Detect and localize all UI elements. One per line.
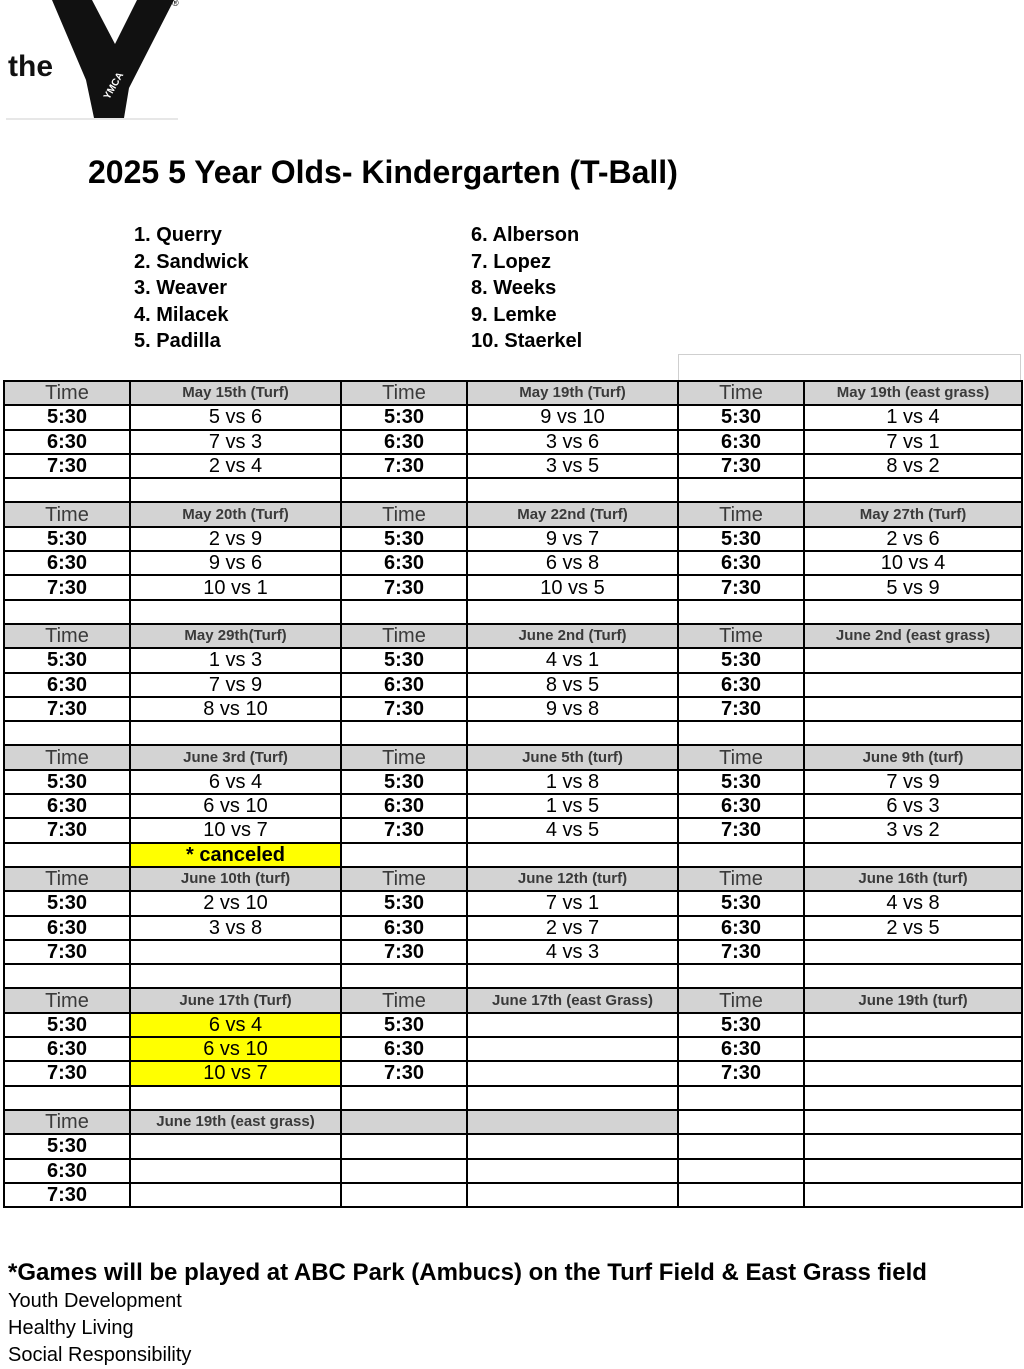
game-cell: 6 vs 8 — [467, 551, 678, 575]
spacer-row — [4, 478, 1022, 502]
game-cell: 8 vs 5 — [467, 673, 678, 697]
time-cell: 5:30 — [4, 648, 130, 672]
table-row — [4, 673, 1022, 697]
date-header: June 17th (Turf) — [130, 988, 341, 1012]
time-header: Time — [4, 502, 130, 526]
empty-cell — [467, 1159, 678, 1183]
game-cell — [467, 1013, 678, 1037]
game-cell: 10 vs 4 — [804, 551, 1022, 575]
empty-cell — [804, 1086, 1022, 1110]
team-item: 8. Weeks — [471, 277, 557, 299]
time-cell: 5:30 — [4, 1013, 130, 1037]
game-cell: 6 vs 3 — [804, 794, 1022, 818]
spacer-row — [4, 964, 1022, 988]
page-title: 2025 5 Year Olds- Kindergarten (T-Ball) — [88, 154, 678, 190]
game-cell — [130, 1134, 341, 1158]
empty-cell — [467, 478, 678, 502]
footnote: *Games will be played at ABC Park (Ambucs) on the Turf Field & East Grass field — [8, 1259, 927, 1286]
time-cell: 7:30 — [341, 575, 467, 599]
time-cell: 6:30 — [4, 673, 130, 697]
table-row — [4, 430, 1022, 454]
time-cell: 7:30 — [4, 454, 130, 478]
team-item: 7. Lopez — [471, 250, 552, 273]
time-cell: 5:30 — [341, 648, 467, 672]
empty-cell — [804, 600, 1022, 624]
empty-cell — [678, 964, 804, 988]
time-cell: 7:30 — [678, 1061, 804, 1085]
schedule-table — [3, 380, 1023, 1208]
team-item: 2. Sandwick — [134, 250, 249, 273]
game-cell — [804, 673, 1022, 697]
time-cell: 5:30 — [4, 770, 130, 794]
blank-cell — [678, 1134, 804, 1158]
table-row — [4, 940, 1022, 964]
empty-cell — [804, 964, 1022, 988]
game-cell: 10 vs 7 — [130, 818, 341, 842]
empty-cell — [341, 1134, 467, 1158]
empty-corner-box — [678, 354, 1021, 381]
time-cell: 5:30 — [4, 1134, 130, 1158]
time-cell: 5:30 — [4, 405, 130, 429]
game-cell — [804, 940, 1022, 964]
date-header: June 19th (east grass) — [130, 1110, 341, 1134]
time-header: Time — [678, 502, 804, 526]
trademark-symbol: ® — [172, 0, 179, 8]
time-cell: 7:30 — [4, 818, 130, 842]
date-header: June 17th (east Grass) — [467, 988, 678, 1012]
spacer-row — [4, 721, 1022, 745]
time-cell: 6:30 — [678, 916, 804, 940]
date-header: May 20th (Turf) — [130, 502, 341, 526]
empty-cell — [467, 1086, 678, 1110]
time-cell: 5:30 — [341, 770, 467, 794]
time-header: Time — [678, 624, 804, 648]
game-cell: 7 vs 3 — [130, 430, 341, 454]
empty-cell — [341, 964, 467, 988]
time-cell: 7:30 — [4, 575, 130, 599]
date-header: May 29th(Turf) — [130, 624, 341, 648]
schedule-header-row — [4, 1110, 1022, 1134]
time-cell: 6:30 — [341, 551, 467, 575]
team-item: 5. Padilla — [134, 330, 221, 352]
game-cell: 4 vs 1 — [467, 648, 678, 672]
game-cell — [804, 1061, 1022, 1085]
spacer-row — [4, 1086, 1022, 1110]
time-cell: 6:30 — [678, 430, 804, 454]
empty-cell — [4, 600, 130, 624]
empty-cell — [130, 721, 341, 745]
empty-cell — [804, 478, 1022, 502]
empty-header-cell — [467, 1110, 678, 1134]
game-cell: 2 vs 7 — [467, 916, 678, 940]
blank-cell — [804, 1159, 1022, 1183]
empty-cell — [804, 721, 1022, 745]
time-cell: 6:30 — [678, 1037, 804, 1061]
time-header: Time — [341, 502, 467, 526]
game-cell: 5 vs 9 — [804, 575, 1022, 599]
empty-cell — [467, 721, 678, 745]
date-header: June 12th (turf) — [467, 867, 678, 891]
blank-cell — [678, 1110, 804, 1134]
empty-cell — [467, 1183, 678, 1207]
time-cell: 7:30 — [4, 697, 130, 721]
time-cell: 7:30 — [4, 940, 130, 964]
table-row — [4, 916, 1022, 940]
team-list-left — [134, 222, 249, 355]
spacer-row — [4, 600, 1022, 624]
time-cell: 6:30 — [4, 1159, 130, 1183]
time-cell: 7:30 — [341, 1061, 467, 1085]
time-header: Time — [4, 624, 130, 648]
game-cell: 4 vs 5 — [467, 818, 678, 842]
time-cell: 7:30 — [4, 1061, 130, 1085]
table-row — [4, 575, 1022, 599]
table-row — [4, 648, 1022, 672]
table-row — [4, 891, 1022, 915]
time-cell: 5:30 — [341, 1013, 467, 1037]
time-cell: 7:30 — [341, 454, 467, 478]
game-cell: 2 vs 9 — [130, 527, 341, 551]
table-row — [4, 1183, 1022, 1207]
game-cell — [804, 648, 1022, 672]
time-cell: 6:30 — [341, 916, 467, 940]
game-cell: 6 vs 10 — [130, 794, 341, 818]
date-header: June 9th (turf) — [804, 745, 1022, 769]
table-row — [4, 1013, 1022, 1037]
time-cell: 6:30 — [678, 551, 804, 575]
tagline-social-responsibility: Social Responsibility — [8, 1344, 192, 1366]
game-cell: 2 vs 5 — [804, 916, 1022, 940]
time-header: Time — [4, 867, 130, 891]
game-cell: 9 vs 8 — [467, 697, 678, 721]
table-row — [4, 1037, 1022, 1061]
schedule-header-row — [4, 502, 1022, 526]
blank-cell — [678, 1159, 804, 1183]
time-header: Time — [678, 745, 804, 769]
empty-cell — [467, 1134, 678, 1158]
date-header: May 15th (Turf) — [130, 381, 341, 405]
blank-cell — [804, 1134, 1022, 1158]
game-cell: 4 vs 3 — [467, 940, 678, 964]
game-cell: 1 vs 8 — [467, 770, 678, 794]
empty-cell — [678, 1086, 804, 1110]
empty-cell — [678, 478, 804, 502]
game-cell: 8 vs 10 — [130, 697, 341, 721]
time-header: Time — [4, 745, 130, 769]
time-cell: 6:30 — [4, 794, 130, 818]
time-cell: 5:30 — [4, 527, 130, 551]
time-cell: 7:30 — [678, 454, 804, 478]
schedule-header-row — [4, 624, 1022, 648]
time-cell: 7:30 — [341, 697, 467, 721]
game-cell — [130, 1183, 341, 1207]
empty-cell — [678, 843, 804, 867]
empty-cell — [130, 964, 341, 988]
time-header: Time — [678, 867, 804, 891]
schedule-header-row — [4, 381, 1022, 405]
time-cell: 5:30 — [678, 770, 804, 794]
table-row — [4, 794, 1022, 818]
date-header: May 22nd (Turf) — [467, 502, 678, 526]
team-item: 3. Weaver — [134, 277, 228, 299]
logo-text: the — [8, 50, 53, 83]
time-header: Time — [4, 1110, 130, 1134]
ymca-logo — [6, 0, 178, 120]
time-cell: 5:30 — [341, 405, 467, 429]
spacer-row — [4, 843, 1022, 867]
empty-cell — [341, 1159, 467, 1183]
time-cell: 6:30 — [4, 1037, 130, 1061]
time-cell: 6:30 — [678, 673, 804, 697]
game-cell — [467, 1037, 678, 1061]
blank-cell — [804, 1110, 1022, 1134]
game-cell: 7 vs 9 — [804, 770, 1022, 794]
time-header: Time — [678, 381, 804, 405]
time-cell: 7:30 — [678, 575, 804, 599]
table-row — [4, 1134, 1022, 1158]
team-item: 9. Lemke — [471, 303, 557, 326]
empty-header-cell — [341, 1110, 467, 1134]
game-cell: 2 vs 6 — [804, 527, 1022, 551]
time-header: Time — [4, 988, 130, 1012]
date-header: May 19th (Turf) — [467, 381, 678, 405]
time-cell: 6:30 — [341, 430, 467, 454]
game-cell: 10 vs 7 — [130, 1061, 341, 1085]
time-header: Time — [341, 745, 467, 769]
tagline-healthy-living: Healthy Living — [8, 1317, 134, 1339]
time-header: Time — [678, 988, 804, 1012]
table-row — [4, 770, 1022, 794]
date-header: June 2nd (Turf) — [467, 624, 678, 648]
empty-cell — [130, 478, 341, 502]
empty-cell — [678, 600, 804, 624]
date-header: June 10th (turf) — [130, 867, 341, 891]
empty-cell — [4, 478, 130, 502]
schedule-header-row — [4, 988, 1022, 1012]
game-cell: 2 vs 10 — [130, 891, 341, 915]
team-list-right — [471, 222, 582, 355]
game-cell: 8 vs 2 — [804, 454, 1022, 478]
time-cell: 5:30 — [678, 405, 804, 429]
time-cell: 7:30 — [341, 940, 467, 964]
game-cell: 5 vs 6 — [130, 405, 341, 429]
time-cell: 6:30 — [341, 1037, 467, 1061]
table-row — [4, 551, 1022, 575]
table-row — [4, 527, 1022, 551]
game-cell: 9 vs 6 — [130, 551, 341, 575]
game-cell: 7 vs 1 — [804, 430, 1022, 454]
time-cell: 7:30 — [341, 818, 467, 842]
date-header: May 19th (east grass) — [804, 381, 1022, 405]
empty-cell — [130, 1086, 341, 1110]
game-cell: 6 vs 4 — [130, 1013, 341, 1037]
game-cell: 4 vs 8 — [804, 891, 1022, 915]
empty-cell — [4, 964, 130, 988]
time-header: Time — [341, 381, 467, 405]
date-header: May 27th (Turf) — [804, 502, 1022, 526]
date-header: June 5th (turf) — [467, 745, 678, 769]
time-cell: 7:30 — [678, 697, 804, 721]
team-item: 10. Staerkel — [471, 330, 583, 352]
game-cell — [804, 1037, 1022, 1061]
team-item: 4. Milacek — [134, 303, 229, 326]
empty-cell — [4, 843, 130, 867]
empty-cell — [341, 1086, 467, 1110]
time-header: Time — [341, 867, 467, 891]
blank-cell — [804, 1183, 1022, 1207]
date-header: June 16th (turf) — [804, 867, 1022, 891]
time-cell: 5:30 — [341, 527, 467, 551]
game-cell — [467, 1061, 678, 1085]
game-cell: 10 vs 5 — [467, 575, 678, 599]
time-cell: 5:30 — [678, 891, 804, 915]
game-cell — [130, 940, 341, 964]
empty-cell — [341, 1183, 467, 1207]
game-cell: 7 vs 1 — [467, 891, 678, 915]
game-cell: 6 vs 10 — [130, 1037, 341, 1061]
game-cell: 9 vs 10 — [467, 405, 678, 429]
game-cell: 10 vs 1 — [130, 575, 341, 599]
logo-ymca-text: YMCA — [102, 70, 127, 102]
empty-cell — [804, 843, 1022, 867]
table-row — [4, 697, 1022, 721]
game-cell: 3 vs 2 — [804, 818, 1022, 842]
empty-cell — [678, 721, 804, 745]
empty-cell — [467, 964, 678, 988]
empty-cell — [341, 843, 467, 867]
time-cell: 6:30 — [678, 794, 804, 818]
time-cell: 5:30 — [678, 1013, 804, 1037]
table-row — [4, 405, 1022, 429]
schedule-header-row — [4, 867, 1022, 891]
game-cell: 6 vs 4 — [130, 770, 341, 794]
time-header: Time — [4, 381, 130, 405]
table-row — [4, 1159, 1022, 1183]
time-cell: 6:30 — [341, 673, 467, 697]
table-row — [4, 1061, 1022, 1085]
table-row — [4, 818, 1022, 842]
time-header: Time — [341, 624, 467, 648]
tagline-youth-development: Youth Development — [8, 1290, 182, 1312]
empty-cell — [341, 600, 467, 624]
table-row — [4, 454, 1022, 478]
game-cell — [804, 1013, 1022, 1037]
schedule-header-row — [4, 745, 1022, 769]
date-header: June 19th (turf) — [804, 988, 1022, 1012]
time-cell: 5:30 — [4, 891, 130, 915]
game-cell: 3 vs 6 — [467, 430, 678, 454]
date-header: June 3rd (Turf) — [130, 745, 341, 769]
time-cell: 6:30 — [4, 430, 130, 454]
empty-cell — [467, 600, 678, 624]
game-cell — [130, 1159, 341, 1183]
time-cell: 7:30 — [678, 940, 804, 964]
time-cell: 5:30 — [678, 527, 804, 551]
time-cell: 7:30 — [678, 818, 804, 842]
game-cell: 3 vs 8 — [130, 916, 341, 940]
time-cell: 5:30 — [678, 648, 804, 672]
empty-cell — [341, 721, 467, 745]
team-item: 6. Alberson — [471, 224, 580, 246]
empty-cell — [130, 600, 341, 624]
time-cell: 6:30 — [341, 794, 467, 818]
time-cell: 6:30 — [4, 551, 130, 575]
empty-cell — [4, 721, 130, 745]
empty-cell — [467, 843, 678, 867]
canceled-note: * canceled — [130, 843, 341, 867]
team-item: 1. Querry — [134, 224, 222, 246]
time-cell: 7:30 — [4, 1183, 130, 1207]
game-cell: 1 vs 5 — [467, 794, 678, 818]
game-cell: 2 vs 4 — [130, 454, 341, 478]
empty-cell — [4, 1086, 130, 1110]
game-cell: 1 vs 4 — [804, 405, 1022, 429]
blank-cell — [678, 1183, 804, 1207]
date-header: June 2nd (east grass) — [804, 624, 1022, 648]
game-cell: 9 vs 7 — [467, 527, 678, 551]
game-cell — [804, 697, 1022, 721]
time-cell: 6:30 — [4, 916, 130, 940]
time-cell: 5:30 — [341, 891, 467, 915]
game-cell: 7 vs 9 — [130, 673, 341, 697]
time-header: Time — [341, 988, 467, 1012]
game-cell: 1 vs 3 — [130, 648, 341, 672]
empty-cell — [341, 478, 467, 502]
game-cell: 3 vs 5 — [467, 454, 678, 478]
